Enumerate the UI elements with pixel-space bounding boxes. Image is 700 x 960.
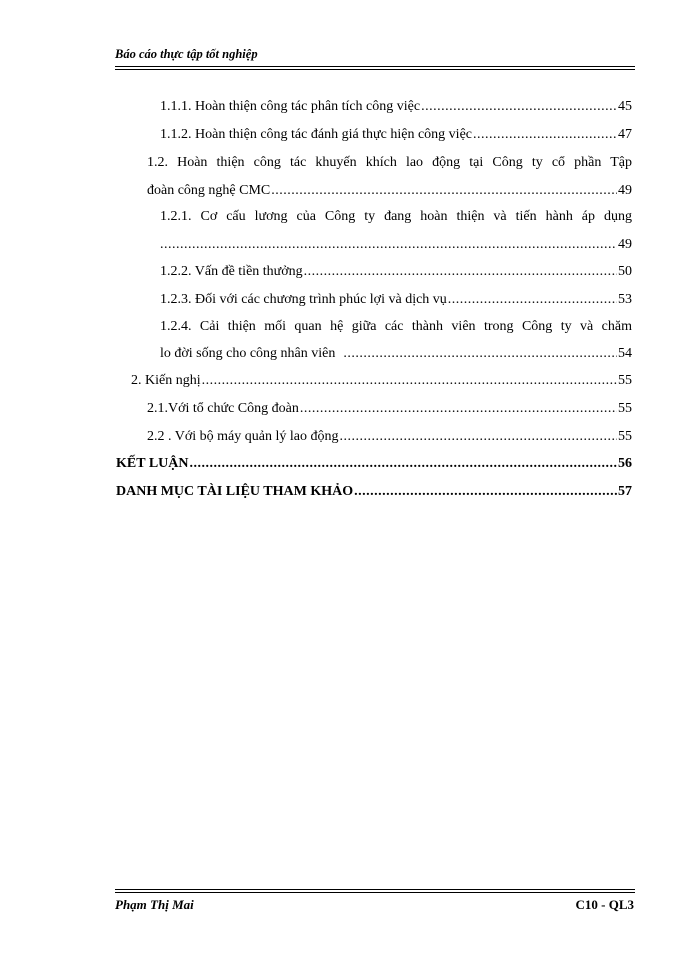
toc-entry-1-2-4-line1: 1.2.4. Cải thiện mối quan hệ giữa các thành viên trong Công ty và chăm [160, 319, 632, 334]
toc-page-number: 49 [618, 183, 632, 198]
toc-entry-text: 1.1.1. Hoàn thiện công tác phân tích công việc [160, 99, 421, 114]
toc-entry-2 [131, 372, 632, 390]
toc-entry-1-2-1-line1: 1.2.1. Cơ cấu lương của Công ty đang hoàn thiện và tiến hành áp dụng [160, 209, 632, 224]
toc-leader-dots [160, 236, 617, 254]
toc-entry-references [116, 483, 632, 501]
toc-leader-dots [300, 400, 617, 418]
toc-leader-dots [202, 372, 617, 390]
toc-entry-1-1-2 [160, 126, 632, 144]
toc-leader-dots [189, 455, 617, 473]
footer-class-code: C10 - QL3 [575, 897, 634, 912]
toc-page-number: 45 [618, 99, 632, 114]
toc-leader-dots [339, 428, 617, 446]
toc-page-number: 55 [618, 373, 632, 388]
toc-entry-text: 2.1.Với tổ chức Công đoàn [147, 401, 299, 416]
toc-entry-2-1 [147, 400, 632, 418]
toc-page-number: 47 [618, 127, 632, 142]
toc-leader-dots [271, 182, 617, 200]
toc-leader-dots [421, 98, 617, 116]
toc-page-number: 53 [618, 292, 632, 307]
toc-entry-1-2-2 [160, 263, 632, 281]
footer-rule-thin [115, 889, 635, 890]
toc-entry-conclusion [116, 455, 632, 473]
toc-leader-dots [343, 345, 617, 363]
toc-entry-text: KẾT LUẬN [116, 456, 189, 471]
toc-leader-dots [473, 126, 617, 144]
toc-entry-text: 1.2.3. Đối với các chương trình phúc lợi và dịch vụ [160, 292, 447, 307]
document-header-title: Báo cáo thực tập tốt nghiệp [115, 47, 258, 61]
toc-entry-1-1-1 [160, 98, 632, 116]
toc-leader-dots [304, 263, 617, 281]
toc-entry-text: 1.1.2. Hoàn thiện công tác đánh giá thực hiện công việc [160, 127, 472, 142]
toc-page-number: 50 [618, 264, 632, 279]
toc-page-number: 54 [618, 346, 632, 361]
toc-entry-text: đoàn công nghệ CMC [147, 183, 271, 198]
header-rule-thin [115, 69, 635, 70]
toc-leader-dots [448, 291, 617, 309]
toc-entry-text: 1.2.2. Vấn đề tiền thưởng [160, 264, 303, 279]
toc-entry-2-2 [147, 428, 632, 446]
toc-leader-dots [354, 483, 617, 501]
toc-entry-1-2-1 [160, 236, 632, 254]
toc-entry-1-2-4 [160, 345, 632, 363]
toc-entry-1-2-line1: 1.2. Hoàn thiện công tác khuyến khích lao động tại Công ty cổ phần Tập [147, 155, 632, 170]
toc-entry-text: 2.2 . Với bộ máy quản lý lao động [147, 429, 339, 444]
toc-entry-1-2 [147, 182, 632, 200]
header-rule [115, 66, 635, 67]
toc-entry-text: DANH MỤC TÀI LIỆU THAM KHẢO [116, 484, 354, 499]
toc-page-number: 55 [618, 401, 632, 416]
toc-page-number: 55 [618, 429, 632, 444]
toc-page-number: 56 [618, 456, 632, 471]
toc-page-number: 49 [618, 237, 632, 252]
toc-entry-text: 2. Kiến nghị [131, 373, 201, 388]
footer-rule [115, 892, 635, 893]
toc-entry-text: lo đời sống cho công nhân viên [160, 346, 336, 361]
toc-page-number: 57 [618, 484, 632, 499]
footer-author: Phạm Thị Mai [115, 897, 194, 912]
toc-entry-1-2-3 [160, 291, 632, 309]
